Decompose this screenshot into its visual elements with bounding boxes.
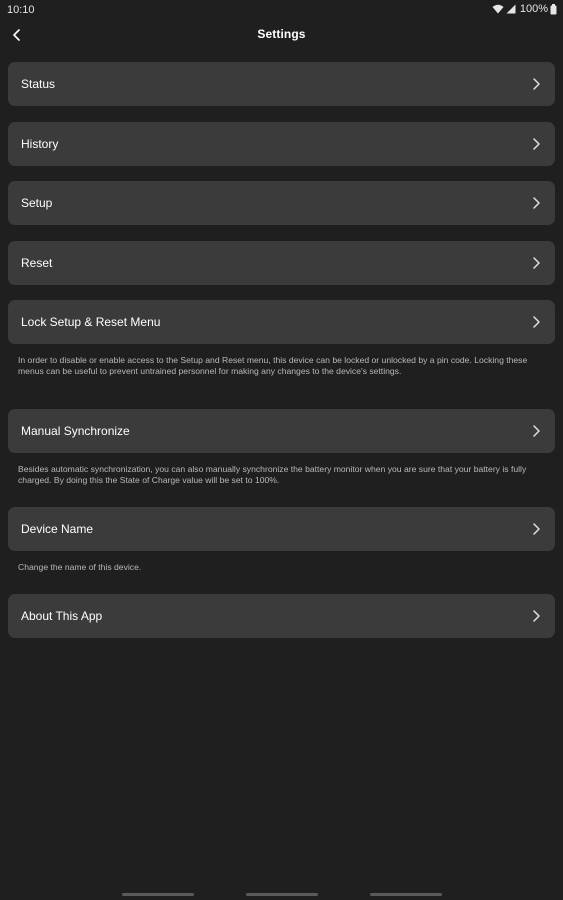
status-icons xyxy=(492,3,557,15)
chevron-right-icon xyxy=(529,424,543,438)
chevron-right-icon xyxy=(529,609,543,623)
nav-bar-handle xyxy=(370,893,442,896)
status-bar xyxy=(0,0,563,20)
status-menu-item[interactable] xyxy=(8,62,555,106)
chevron-right-icon xyxy=(529,256,543,270)
device-name-description: Change the name of this device. xyxy=(18,562,142,572)
wifi-icon xyxy=(492,4,504,14)
nav-bar-handle xyxy=(122,893,194,896)
manual-synchronize-menu-item[interactable] xyxy=(8,409,555,453)
menu-item-label: Status xyxy=(21,77,56,91)
page-title: Settings xyxy=(257,27,306,41)
menu-item-label: Lock Setup & Reset Menu xyxy=(21,315,161,329)
reset-menu-item[interactable] xyxy=(8,241,555,285)
nav-bar-handle xyxy=(246,893,318,896)
chevron-right-icon xyxy=(529,137,543,151)
app-header xyxy=(0,22,563,48)
menu-item-label: Reset xyxy=(21,256,53,270)
about-app-menu-item[interactable] xyxy=(8,594,555,638)
setup-menu-item[interactable] xyxy=(8,181,555,225)
menu-item-label: Device Name xyxy=(21,522,94,536)
manual-synchronize-description: Besides automatic synchronization, you can also manually synchronize the battery monitor when you are sure that your battery is fully charged. By doing this the State of Charge value will be set to 100%. xyxy=(18,464,527,485)
history-menu-item[interactable] xyxy=(8,122,555,166)
chevron-right-icon xyxy=(529,77,543,91)
chevron-right-icon xyxy=(529,315,543,329)
menu-item-label: About This App xyxy=(21,609,103,623)
chevron-right-icon xyxy=(529,522,543,536)
menu-item-label: Setup xyxy=(21,196,53,210)
battery-level: 100% xyxy=(519,3,548,15)
menu-item-label: History xyxy=(21,137,59,151)
signal-icon xyxy=(506,4,516,14)
menu-item-label: Manual Synchronize xyxy=(21,424,130,438)
status-time: 10:10 xyxy=(7,4,35,16)
chevron-right-icon xyxy=(529,196,543,210)
device-name-menu-item[interactable] xyxy=(8,507,555,551)
battery-icon xyxy=(550,4,557,15)
lock-menu-description: In order to disable or enable access to the Setup and Reset menu, this device can be locked or unlocked by a pin code. Locking these menus can be useful to prevent untrained personnel for making any changes to the device's settings. xyxy=(18,355,528,376)
lock-setup-reset-menu-item[interactable] xyxy=(8,300,555,344)
